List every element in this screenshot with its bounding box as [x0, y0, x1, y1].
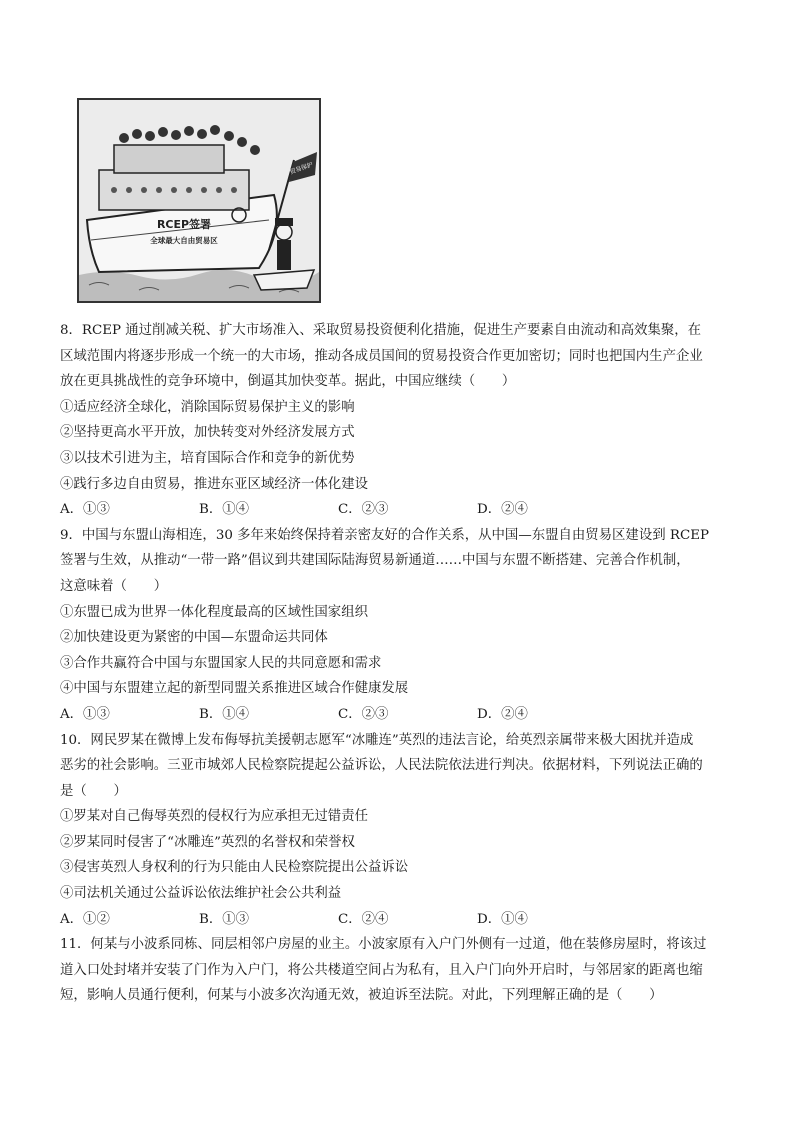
questions-area: [60, 318, 740, 1009]
question-stem-line: 是（ ）: [60, 783, 127, 799]
answer-options: [60, 497, 740, 523]
question-stem-line: 放在更具挑战性的竞争环境中，倒逼其加快变革。据此，中国应继续（ ）: [60, 374, 516, 390]
statement-item: ①适应经济全球化，消除国际贸易保护主义的影响: [60, 399, 355, 415]
statement-item: ③侵害英烈人身权利的行为只能由人民检察院提出公益诉讼: [60, 860, 409, 876]
statement-item: ①东盟已成为世界一体化程度最高的区域性国家组织: [60, 604, 368, 620]
ship-label-2: 全球最大自由贸易区: [150, 236, 218, 245]
question-9: [60, 523, 740, 728]
statement-item: ①罗某对自己侮辱英烈的侵权行为应承担无过错责任: [60, 809, 368, 825]
question-8: [60, 318, 740, 523]
question-stem-line: 10．网民罗某在微博上发布侮辱抗美援朝志愿军“冰雕连”英烈的违法言论，给英烈亲属带来极大困扰并造成: [60, 732, 694, 748]
option-b[interactable]: B．①④: [199, 706, 250, 722]
option-c[interactable]: C．②③: [338, 706, 389, 722]
flag-label: 贸易保护: [289, 161, 314, 176]
answer-options: [60, 702, 740, 728]
option-a[interactable]: A．①③: [60, 502, 110, 518]
statement-item: ④中国与东盟建立起的新型同盟关系推进区域合作健康发展: [60, 681, 409, 697]
ship-label-1: RCEP签署: [156, 218, 212, 231]
option-a[interactable]: A．①③: [60, 706, 110, 722]
question-stem-line: 恶劣的社会影响。三亚市城郊人民检察院提起公益诉讼，人民法院依法进行判决。依据材料，下列说法正确的: [60, 758, 703, 774]
option-d[interactable]: D．①④: [477, 911, 528, 927]
question-stem-line: 短，影响人员通行便利，何某与小波多次沟通无效，被迫诉至法院。对此，下列理解正确的是（ ）: [60, 988, 663, 1004]
question-stem-line: 这意味着（ ）: [60, 578, 168, 594]
statement-item: ④司法机关通过公益诉讼依法维护社会公共利益: [60, 886, 342, 902]
option-a[interactable]: A．①②: [60, 911, 110, 927]
question-10: [60, 728, 740, 933]
statement-item: ②罗某同时侵害了“冰雕连”英烈的名誉权和荣誉权: [60, 834, 355, 850]
option-d[interactable]: D．②④: [477, 706, 528, 722]
answer-options: [60, 907, 740, 933]
cartoon-image: [77, 98, 321, 303]
option-b[interactable]: B．①③: [199, 911, 250, 927]
question-11: [60, 932, 740, 1009]
cartoon-drawing: [79, 100, 319, 301]
option-c[interactable]: C．②④: [338, 911, 389, 927]
option-d[interactable]: D．②④: [477, 502, 528, 518]
statement-item: ②加快建设更为紧密的中国—东盟命运共同体: [60, 630, 328, 646]
statement-item: ④践行多边自由贸易，推进东亚区域经济一体化建设: [60, 476, 368, 492]
question-stem-line: 道入口处封堵并安装了门作为入户门，将公共楼道空间占为私有，且入户门向外开启时，与邻居家的距离也缩: [60, 962, 703, 978]
question-stem-line: 签署与生效，从推动“一带一路”倡议到共建国际陆海贸易新通道……中国与东盟不断搭建、完善合作机制，: [60, 553, 690, 569]
question-stem-line: 11．何某与小波系同栋、同层相邻户房屋的业主。小波家原有入户门外侧有一过道，他在装修房屋时，将该过: [60, 937, 707, 953]
question-stem-line: 8．RCEP 通过削减关税、扩大市场准入、采取贸易投资便利化措施，促进生产要素自由流动和高效集聚，在: [60, 323, 702, 338]
option-c[interactable]: C．②③: [338, 502, 389, 518]
question-stem-line: 9．中国与东盟山海相连，30 多年来始终保持着亲密友好的合作关系，从中国—东盟自由贸易区建设到 RCEP: [60, 527, 709, 543]
statement-item: ②坚持更高水平开放，加快转变对外经济发展方式: [60, 425, 355, 441]
option-b[interactable]: B．①④: [199, 502, 250, 518]
statement-item: ③以技术引进为主，培育国际合作和竞争的新优势: [60, 450, 355, 466]
question-stem-line: 区域范围内将逐步形成一个统一的大市场，推动各成员国间的贸易投资合作更加密切；同时也把国内生产企业: [60, 348, 703, 364]
statement-item: ③合作共赢符合中国与东盟国家人民的共同意愿和需求: [60, 655, 382, 671]
